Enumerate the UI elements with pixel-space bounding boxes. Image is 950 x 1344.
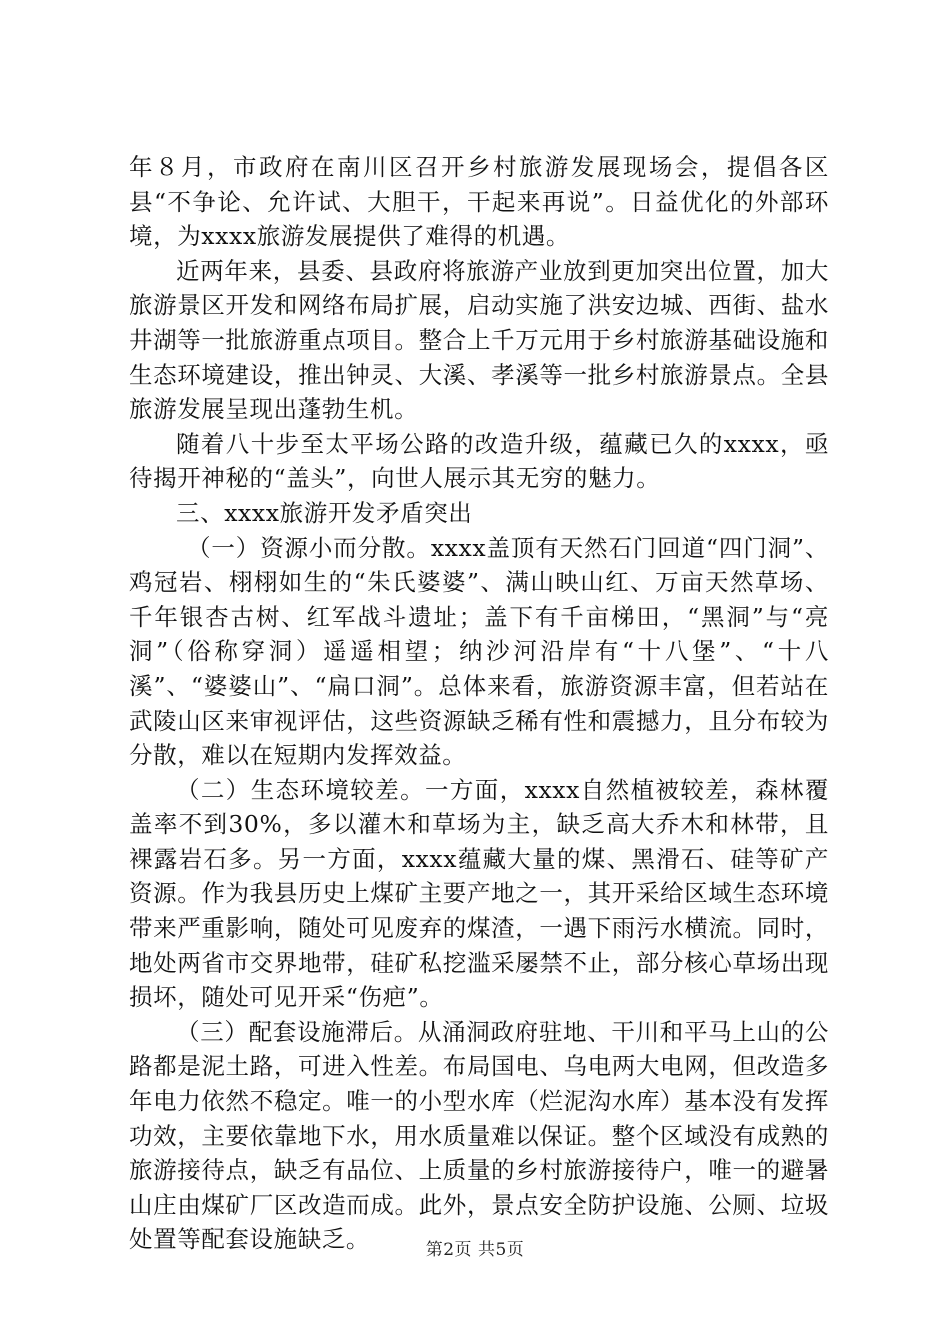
paragraph-ecology: （二）生态环境较差。一方面，xxxx自然植被较差，森林覆盖率不到30%，多以灌木和草场为主，缺乏高大乔木和林带，且裸露岩石多。另一方面，xxxx蕴藏大量的煤、黑滑石、硅等矿产资源。作为我县历史上煤矿主要产地之一，其开采给区域生态环境带来严重影响，随处可见废弃的煤渣，一遇下雨污水横流。同时，地处两省市交界地带，硅矿私挖滥采屡禁不止，部分核心草场出现损坏，随处可见开采“伤疤”。: [129, 775, 829, 1012]
paragraph-continuation: 年８月，市政府在南川区召开乡村旅游发展现场会，提倡各区县“不争论、允许试、大胆干，干起来再说”。日益优化的外部环境，为xxxx旅游发展提供了难得的机遇。: [129, 153, 829, 251]
paragraph-recent-development: 近两年来，县委、县政府将旅游产业放到更加突出位置，加大旅游景区开发和网络布局扩展，启动实施了洪安边城、西街、盐水井湖等一批旅游重点项目。整合上千万元用于乡村旅游基础设施和生态环境建设，推出钟灵、大溪、孝溪等一批乡村旅游景点。全县旅游发展呈现出蓬勃生机。: [129, 256, 829, 424]
page-footer: 第2页 共5页: [425, 1240, 525, 1260]
paragraph-resources: （一）资源小而分散。xxxx盖顶有天然石门回道“四门洞”、鸡冠岩、栩栩如生的“朱氏婆婆”、满山映山红、万亩天然草场、千年银杏古树、红军战斗遗址；盖下有千亩梯田，“黑洞”与“亮洞”（俗称穿洞）遥遥相望；纳沙河沿岸有“十八堡”、“十八溪”、“婆婆山”、“扁口洞”。总体来看，旅游资源丰富，但若站在武陵山区来审视评估，这些资源缺乏稀有性和震撼力，且分布较为分散，难以在短期内发挥效益。: [129, 533, 829, 770]
document-body: [129, 150, 829, 1257]
section-heading: 三、xxxx旅游开发矛盾突出: [176, 498, 473, 527]
paragraph-road-upgrade: 随着八十步至太平场公路的改造升级，蕴藏已久的xxxx，亟待揭开神秘的“盖头”，向世人展示其无穷的魅力。: [129, 429, 829, 493]
paragraph-facilities: （三）配套设施滞后。从涌洞政府驻地、干川和平马上山的公路都是泥土路，可进入性差。布局国电、乌电两大电网，但改造多年电力依然不稳定。唯一的小型水库（烂泥沟水库）基本没有发挥功效，主要依靠地下水，用水质量难以保证。整个区域没有成熟的旅游接待点，缺乏有品位、上质量的乡村旅游接待户，唯一的避暑山庄由煤矿厂区改造而成。此外，景点安全防护设施、公厕、垃圾处置等配套设施缺乏。: [129, 1017, 829, 1254]
